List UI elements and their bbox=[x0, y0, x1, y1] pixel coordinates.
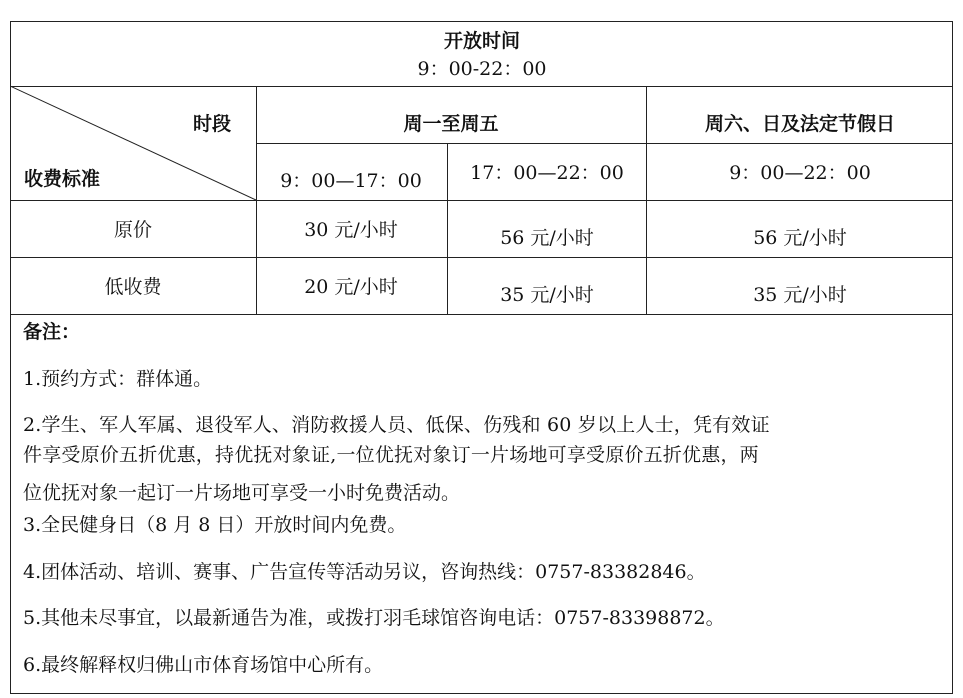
col-divider-3 bbox=[646, 86, 647, 314]
price-discount-weekend: 35 元/小时 bbox=[753, 284, 847, 306]
price-original-weekday-day: 30 元/小时 bbox=[304, 219, 398, 241]
note-item: 6.最终解释权归佛山市体育场馆中心所有。 bbox=[23, 654, 384, 676]
col-divider-2 bbox=[447, 143, 448, 314]
rule-below-weekday-header bbox=[256, 143, 953, 144]
rule-below-row1 bbox=[10, 257, 953, 258]
note-item: 4.团体活动、培训、赛事、广告宣传等活动另议，咨询热线：0757-83382846。 bbox=[23, 561, 706, 583]
rule-below-row2 bbox=[10, 314, 953, 315]
row-label-discount: 低收费 bbox=[104, 276, 162, 298]
header-hours: 9：00-22：00 bbox=[417, 58, 547, 80]
diag-bottom-label: 收费标准 bbox=[24, 168, 101, 190]
slot-weekday-evening: 17：00—22：00 bbox=[470, 162, 624, 184]
price-original-weekend: 56 元/小时 bbox=[753, 227, 847, 249]
note-item: 5.其他未尽事宜，以最新通告为准，或拨打羽毛球馆咨询电话：0757-83398872。 bbox=[23, 607, 725, 629]
row-label-original: 原价 bbox=[113, 219, 153, 241]
slot-weekday-day: 9：00—17：00 bbox=[280, 170, 422, 192]
note-item: 2.学生、军人军属、退役军人、消防救援人员、低保、伤残和 60 岁以上人士，凭有效证 bbox=[23, 414, 770, 436]
price-discount-weekday-day: 20 元/小时 bbox=[304, 276, 398, 298]
note-item: 件享受原价五折优惠，持优抚对象证,一位优抚对象订一片场地可享受原价五折优惠，两 bbox=[23, 444, 759, 466]
header-title: 开放时间 bbox=[443, 30, 521, 52]
slot-weekend: 9：00—22：00 bbox=[729, 162, 871, 184]
weekday-header: 周一至周五 bbox=[403, 113, 499, 135]
price-original-weekday-evening: 56 元/小时 bbox=[500, 227, 594, 249]
notes-heading: 备注： bbox=[23, 321, 81, 343]
note-item: 位优抚对象一起订一片场地可享受一小时免费活动。 bbox=[23, 482, 461, 504]
price-discount-weekday-evening: 35 元/小时 bbox=[500, 284, 594, 306]
weekend-header: 周六、日及法定节假日 bbox=[704, 113, 896, 135]
note-item: 1.预约方式：群体通。 bbox=[23, 368, 213, 390]
diag-top-label: 时段 bbox=[193, 113, 232, 135]
note-item: 3.全民健身日（8 月 8 日）开放时间内免费。 bbox=[23, 514, 407, 536]
